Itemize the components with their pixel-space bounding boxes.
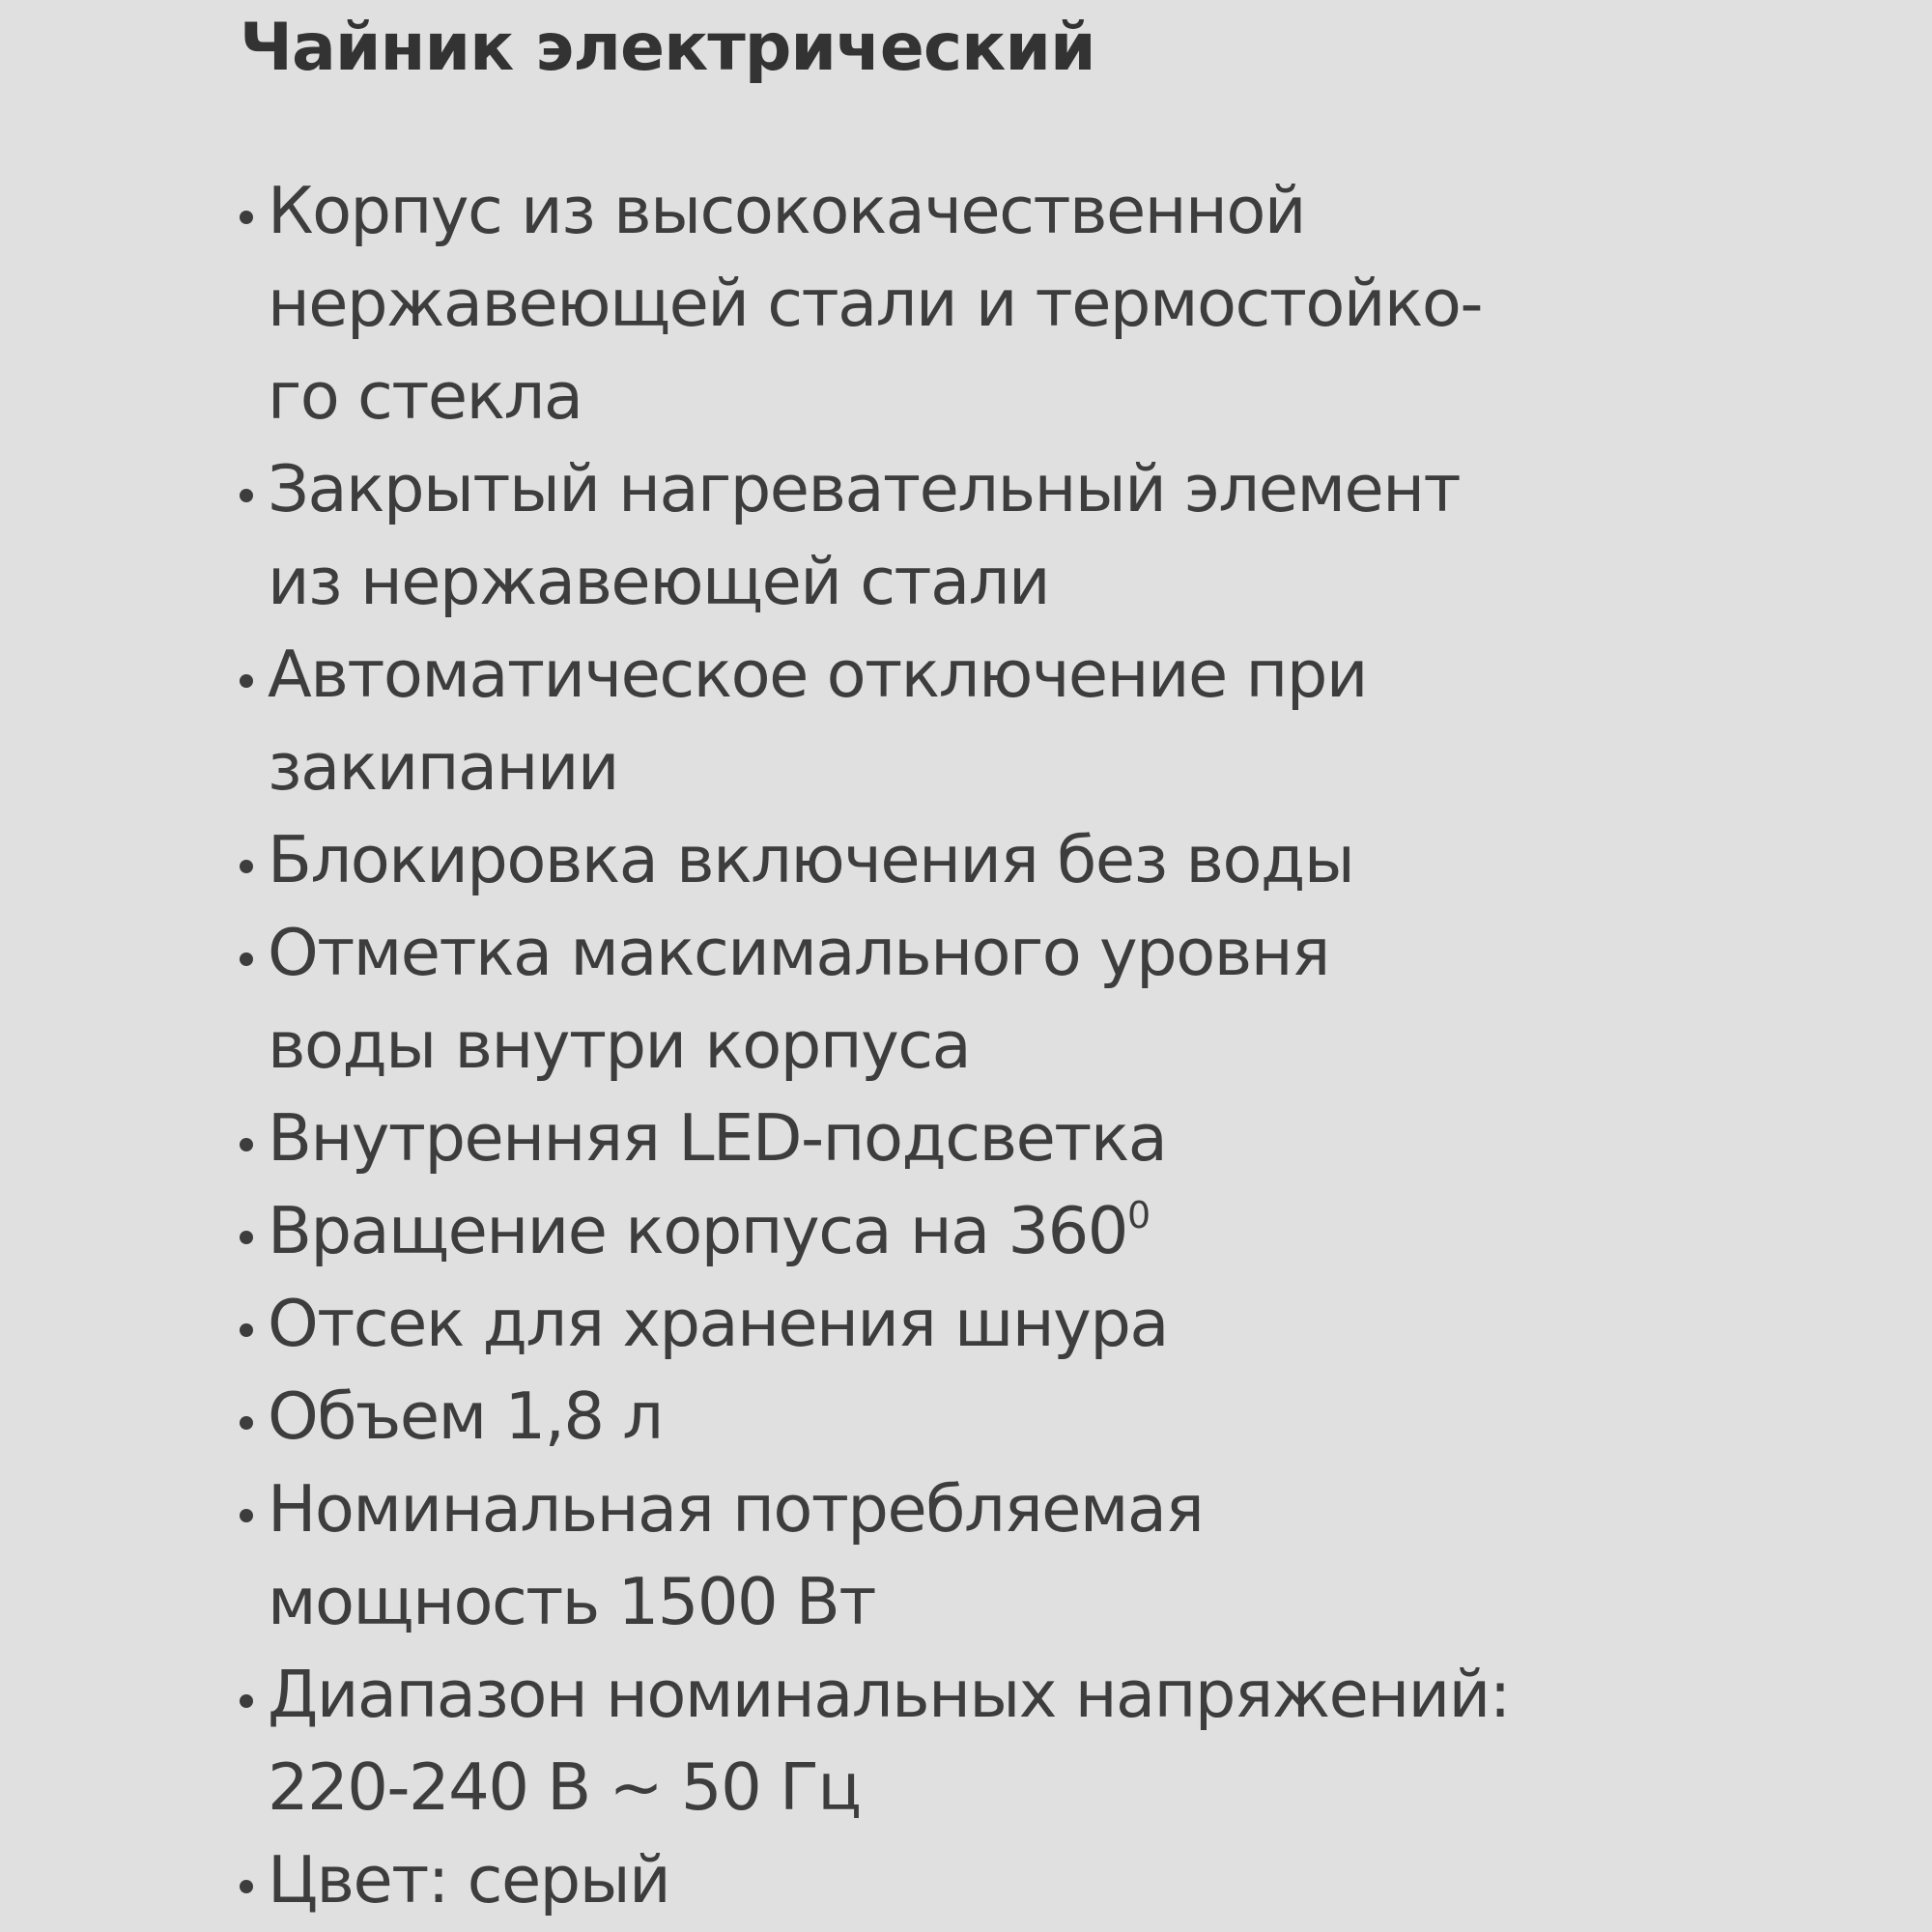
bullet-icon	[240, 1880, 253, 1893]
feature-text: Внутренняя LED-подсветка	[268, 1100, 1167, 1176]
feature-item	[232, 1277, 1584, 1370]
feature-text: го стекла	[268, 358, 582, 434]
feature-text: Отметка максимального уровня	[268, 915, 1329, 990]
bullet-icon	[240, 1231, 253, 1244]
feature-item	[232, 1184, 1584, 1277]
feature-text-main: Вращение корпуса на 360	[268, 1193, 1127, 1268]
feature-text: нержавеющей стали и термостойко-	[268, 266, 1483, 341]
feature-item	[232, 164, 1584, 442]
feature-item	[232, 1092, 1584, 1184]
feature-text: Объем 1,8 л	[268, 1378, 663, 1454]
feature-item	[232, 442, 1584, 628]
bullet-icon	[240, 1694, 253, 1708]
feature-text	[268, 1184, 1584, 1277]
feature-text: Цвет: серый	[268, 1842, 670, 1918]
feature-text: Закрытый нагревательный элемент	[268, 451, 1461, 526]
feature-text: Автоматическое отключение при	[268, 637, 1367, 712]
feature-item	[232, 1463, 1584, 1648]
feature-text: Корпус из высококачественной	[268, 173, 1305, 248]
feature-text: из нержавеющей стали	[268, 544, 1050, 619]
feature-item	[232, 1648, 1584, 1833]
bullet-icon	[240, 489, 253, 502]
bullet-icon	[240, 674, 253, 688]
bullet-icon	[240, 1323, 253, 1337]
feature-text: 220-240 В ~ 50 Гц	[268, 1749, 861, 1825]
bullet-icon	[240, 952, 253, 966]
bullet-icon	[240, 1138, 253, 1151]
feature-text: мощность 1500 Вт	[268, 1564, 875, 1639]
feature-item	[232, 906, 1584, 1092]
feature-text: Блокировка включения без воды	[268, 822, 1354, 897]
bullet-icon	[240, 211, 253, 224]
feature-item	[232, 1370, 1584, 1463]
feature-text: Номинальная потребляемая	[268, 1471, 1204, 1547]
bullet-icon	[240, 860, 253, 873]
degree-superscript: 0	[1126, 1194, 1151, 1236]
feature-item	[232, 628, 1584, 813]
bullet-icon	[240, 1416, 253, 1430]
feature-text: Отсек для хранения шнура	[268, 1286, 1168, 1361]
bullet-icon	[240, 1509, 253, 1522]
feature-item	[232, 1833, 1584, 1926]
feature-text: воды внутри корпуса	[268, 1008, 971, 1083]
feature-list	[232, 164, 1584, 1926]
feature-text: Диапазон номинальных напряжений:	[268, 1657, 1510, 1732]
page-title: Чайник электрический	[240, 10, 1095, 86]
feature-text: закипании	[268, 729, 618, 805]
feature-item	[232, 813, 1584, 906]
